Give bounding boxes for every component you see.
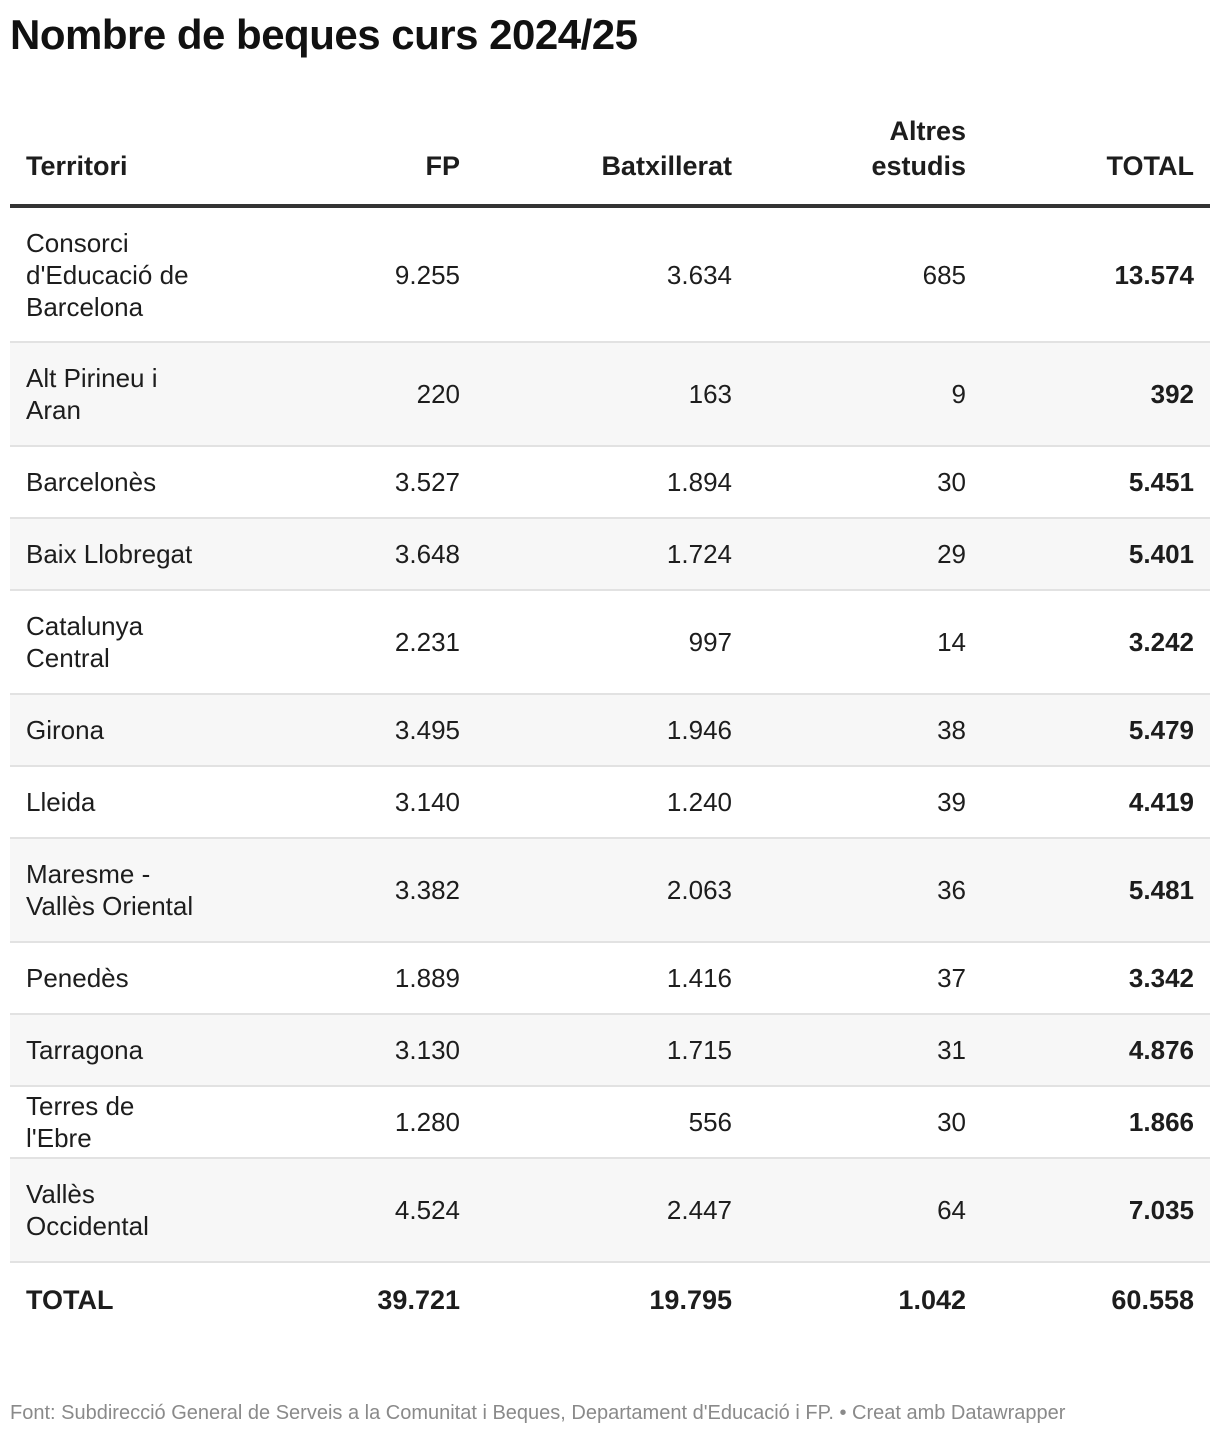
- cell-total: 4.419: [966, 766, 1210, 838]
- table-row: [10, 446, 1210, 518]
- cell-fp: 3.382: [220, 838, 460, 942]
- cell-fp: 3.527: [220, 446, 460, 518]
- totals-fp: 39.721: [377, 1285, 460, 1315]
- cell-total: 5.401: [966, 518, 1210, 590]
- cell-altres-estudis: 64: [732, 1158, 966, 1262]
- totals-row: [10, 1262, 1210, 1338]
- table-row: [10, 694, 1210, 766]
- cell-batxillerat: 997: [460, 590, 732, 694]
- cell-territori: Tarragona: [10, 1014, 220, 1086]
- cell-total: 392: [966, 342, 1210, 446]
- totals-label: TOTAL: [26, 1285, 114, 1315]
- table-row: [10, 342, 1210, 446]
- cell-altres-estudis: 30: [732, 446, 966, 518]
- column-header-altres-estudis-text: Altres estudis: [871, 116, 966, 181]
- cell-territori: Consorci d'Educació de Barcelona: [10, 206, 220, 342]
- cell-altres-estudis: 36: [732, 838, 966, 942]
- column-header-total[interactable]: TOTAL: [966, 108, 1210, 206]
- cell-total: 3.242: [966, 590, 1210, 694]
- cell-batxillerat: 2.447: [460, 1158, 732, 1262]
- cell-fp: 1.280: [220, 1086, 460, 1158]
- cell-batxillerat: 1.894: [460, 446, 732, 518]
- table-row: [10, 590, 1210, 694]
- table-row: [10, 518, 1210, 590]
- cell-territori: Vallès Occidental: [10, 1158, 220, 1262]
- table-row: [10, 838, 1210, 942]
- cell-total: 3.342: [966, 942, 1210, 1014]
- cell-total: 1.866: [966, 1086, 1210, 1158]
- column-header-batxillerat[interactable]: Batxillerat: [460, 108, 732, 206]
- cell-batxillerat: 3.634: [460, 206, 732, 342]
- table-row: [10, 766, 1210, 838]
- table-row: [10, 942, 1210, 1014]
- cell-total: 7.035: [966, 1158, 1210, 1262]
- cell-altres-estudis: 14: [732, 590, 966, 694]
- cell-territori: Barcelonès: [10, 446, 220, 518]
- chart-title: Nombre de beques curs 2024/25: [10, 11, 638, 58]
- cell-territori: Lleida: [10, 766, 220, 838]
- totals-altres-estudis: 1.042: [898, 1285, 966, 1315]
- data-table: [10, 108, 1210, 1338]
- cell-territori: Alt Pirineu i Aran: [10, 342, 220, 446]
- cell-altres-estudis: 31: [732, 1014, 966, 1086]
- cell-total: 4.876: [966, 1014, 1210, 1086]
- cell-total: 5.451: [966, 446, 1210, 518]
- cell-altres-estudis: 30: [732, 1086, 966, 1158]
- cell-batxillerat: 163: [460, 342, 732, 446]
- totals-total: 60.558: [1111, 1285, 1194, 1315]
- cell-total: 5.479: [966, 694, 1210, 766]
- column-header-fp[interactable]: FP: [220, 108, 460, 206]
- cell-territori: Terres de l'Ebre: [10, 1086, 220, 1158]
- cell-fp: 3.648: [220, 518, 460, 590]
- column-header-altres-estudis[interactable]: [732, 108, 966, 206]
- cell-territori: Girona: [10, 694, 220, 766]
- cell-fp: 1.889: [220, 942, 460, 1014]
- cell-fp: 3.495: [220, 694, 460, 766]
- totals-batxillerat: 19.795: [649, 1285, 732, 1315]
- cell-batxillerat: 1.946: [460, 694, 732, 766]
- table-row: [10, 1014, 1210, 1086]
- cell-batxillerat: 556: [460, 1086, 732, 1158]
- cell-altres-estudis: 29: [732, 518, 966, 590]
- cell-fp: 2.231: [220, 590, 460, 694]
- cell-batxillerat: 1.240: [460, 766, 732, 838]
- table-row: [10, 1086, 1210, 1158]
- cell-batxillerat: 1.416: [460, 942, 732, 1014]
- cell-batxillerat: 2.063: [460, 838, 732, 942]
- cell-altres-estudis: 38: [732, 694, 966, 766]
- cell-batxillerat: 1.724: [460, 518, 732, 590]
- cell-batxillerat: 1.715: [460, 1014, 732, 1086]
- cell-territori: Penedès: [10, 942, 220, 1014]
- cell-fp: 4.524: [220, 1158, 460, 1262]
- table-body: [10, 206, 1210, 1262]
- cell-altres-estudis: 39: [732, 766, 966, 838]
- cell-fp: 3.130: [220, 1014, 460, 1086]
- column-header-territori[interactable]: Territori: [10, 108, 220, 206]
- table-row: [10, 206, 1210, 342]
- cell-altres-estudis: 685: [732, 206, 966, 342]
- cell-territori: Maresme - Vallès Oriental: [10, 838, 220, 942]
- cell-altres-estudis: 9: [732, 342, 966, 446]
- cell-territori: Catalunya Central: [10, 590, 220, 694]
- cell-territori: Baix Llobregat: [10, 518, 220, 590]
- table-row: [10, 1158, 1210, 1262]
- cell-fp: 3.140: [220, 766, 460, 838]
- cell-fp: 9.255: [220, 206, 460, 342]
- source-note: Font: Subdirecció General de Serveis a la Comunitat i Beques, Departament d'Educació i FP. • Creat amb Datawrapper: [10, 1402, 1066, 1424]
- table-header-row: [10, 108, 1210, 206]
- cell-total: 5.481: [966, 838, 1210, 942]
- cell-total: 13.574: [966, 206, 1210, 342]
- cell-fp: 220: [220, 342, 460, 446]
- cell-altres-estudis: 37: [732, 942, 966, 1014]
